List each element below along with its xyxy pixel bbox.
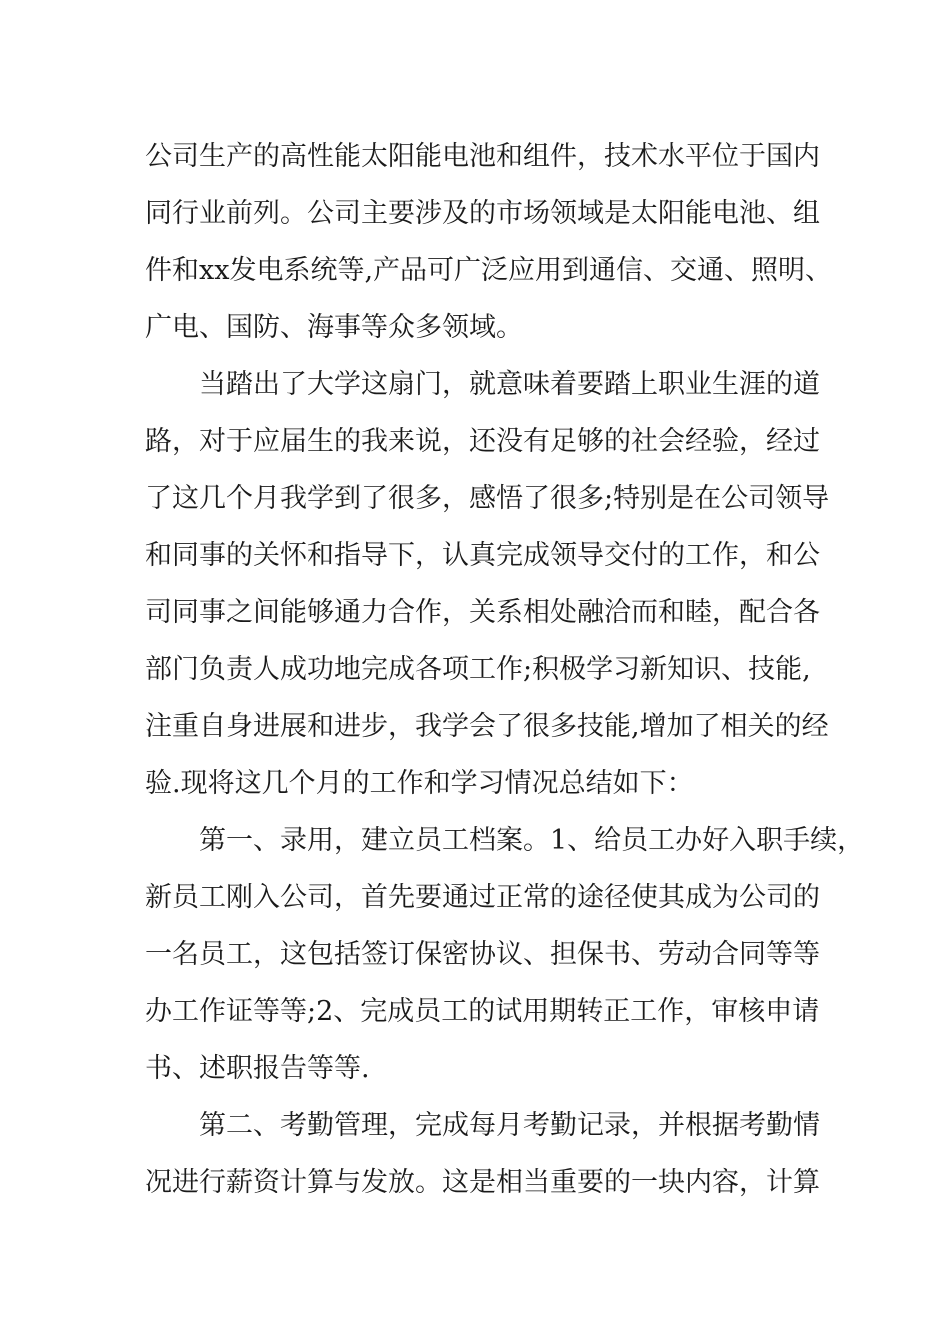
text-line: 第一、录用，建立员工档案。1、给员工办好入职手续， (199, 825, 865, 856)
text-line: 司同事之间能够通力合作，关系相处融洽而和睦，配合各 (145, 597, 820, 628)
text-line: 一名员工，这包括签订保密协议、担保书、劳动合同等等 (145, 939, 820, 970)
text-line: 书、述职报告等等. (145, 1053, 370, 1084)
text-line: 公司生产的高性能太阳能电池和组件，技术水平位于国内 (145, 141, 820, 172)
text-line: 第二、考勤管理，完成每月考勤记录，并根据考勤情 (199, 1110, 820, 1141)
text-line: 况进行薪资计算与发放。这是相当重要的一块内容，计算 (145, 1167, 820, 1198)
text-line: 新员工刚入公司，首先要通过正常的途径使其成为公司的 (145, 882, 820, 913)
paragraph-career-start (145, 356, 830, 812)
text-line: 当踏出了大学这扇门，就意味着要踏上职业生涯的道 (199, 369, 820, 400)
paragraph-section-two (145, 1097, 820, 1211)
text-line: 注重自身进展和进步，我学会了很多技能,增加了相关的经 (145, 711, 829, 742)
text-line: 了这几个月我学到了很多，感悟了很多;特别是在公司领导 (145, 483, 830, 514)
paragraph-company-intro (145, 128, 833, 356)
text-line: 和同事的关怀和指导下，认真完成领导交付的工作，和公 (145, 540, 820, 571)
document-body (145, 128, 865, 1211)
paragraph-section-one (145, 812, 865, 1097)
text-line: 办工作证等等;2、完成员工的试用期转正工作，审核申请 (145, 996, 820, 1027)
text-line: 同行业前列。公司主要涉及的市场领域是太阳能电池、组 (145, 198, 820, 229)
text-line: 验.现将这几个月的工作和学习情况总结如下： (145, 768, 694, 799)
text-line: 件和xx发电系统等,产品可广泛应用到通信、交通、照明、 (145, 255, 833, 286)
text-line: 路，对于应届生的我来说，还没有足够的社会经验，经过 (145, 426, 820, 457)
text-line: 部门负责人成功地完成各项工作;积极学习新知识、技能, (145, 654, 811, 685)
text-line: 广电、国防、海事等众多领域。 (145, 312, 523, 343)
